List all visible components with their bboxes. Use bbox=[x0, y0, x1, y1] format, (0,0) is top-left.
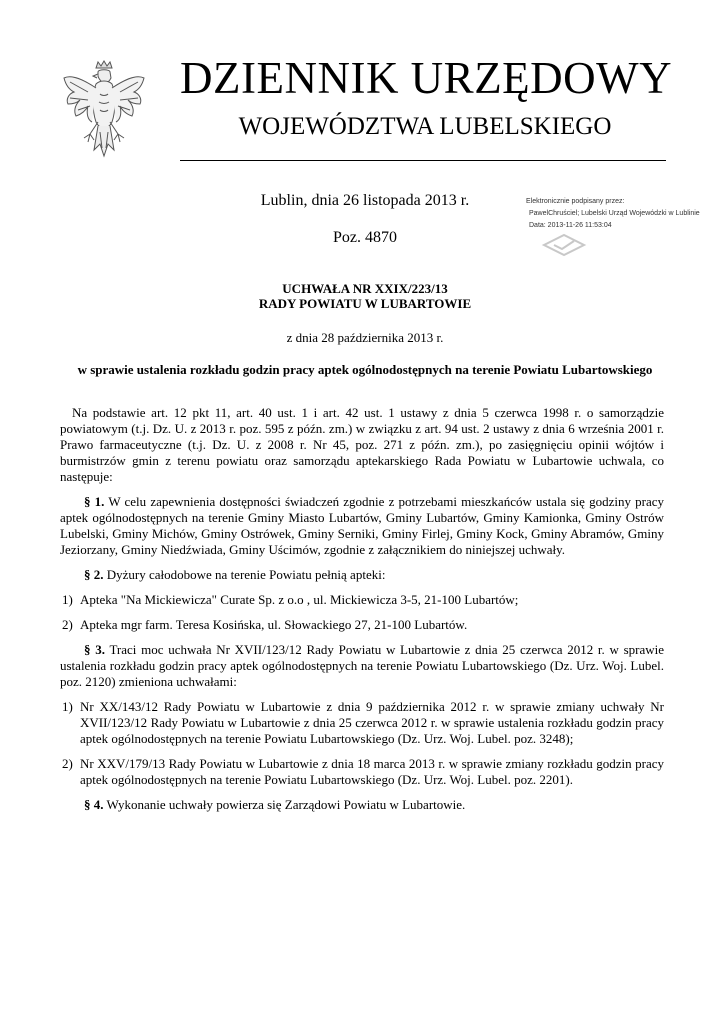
signature-signer: PawelChruściel; Lubelski Urząd Wojewódzki w Lublinie bbox=[529, 210, 700, 217]
signature-date: Data: 2013-11-26 11:53:04 bbox=[529, 222, 612, 229]
section-1-text: W celu zapewnienia dostępności świadczeń zgodnie z potrzebami mieszkańców ustala się godziny pracy aptek ogólnodostępnych na terenie Gminy Miasto Lubartów, Gminy Lubartów, Gminy Kamionka, Gminy Ostrów Lubelski, Gminy Michów, Gminy Ostrówek, Gminy Serniki, Gminy Firlej, Gminy Kock, Gminy Abramów, Gminy Jeziorzany, Gminy Niedźwiada, Gminy Uścimów, zgodnie z załącznikiem do niniejszej uchwały. bbox=[60, 494, 664, 557]
list-item-text: Nr XXV/179/13 Rady Powiatu w Lubartowie z dnia 18 marca 2013 r. w sprawie zmiany rozkładu godzin pracy aptek ogólnodostępnych na terenie Powiatu Lubartowskiego (Dz. Urz. Woj. Lubel. poz. 2201). bbox=[80, 756, 664, 787]
section-1-label: § 1. bbox=[84, 494, 105, 509]
header-divider bbox=[180, 160, 666, 161]
eagle-emblem-icon bbox=[62, 60, 146, 168]
journal-title: DZIENNIK URZĘDOWY bbox=[180, 53, 673, 103]
list-item-number: 2) bbox=[62, 617, 73, 632]
section-3 bbox=[60, 642, 664, 690]
resolution-subject: w sprawie ustalenia rozkładu godzin pracy aptek ogólnodostępnych na terenie Powiatu Lubartowskiego bbox=[77, 362, 653, 377]
section-3-text: Traci moc uchwała Nr XVII/123/12 Rady Powiatu w Lubartowie z dnia 25 czerwca 2012 r. w sprawie ustalenia rozkładu godzin pracy aptek ogólnodostępnych na terenie Powiatu Lubartowskiego (Dz. Urz. Woj. Lubel. poz. 2120) zmieniona uchwałami: bbox=[60, 642, 665, 689]
resolution-body bbox=[60, 405, 664, 822]
list-item bbox=[60, 699, 664, 747]
section-4 bbox=[60, 797, 664, 813]
list-item bbox=[60, 617, 664, 633]
section-1 bbox=[60, 494, 664, 558]
list-item-text: Apteka mgr farm. Teresa Kosińska, ul. Słowackiego 27, 21-100 Lubartów. bbox=[80, 617, 468, 632]
resolution-number: UCHWAŁA NR XXIX/223/13 bbox=[282, 281, 448, 296]
section-2-label: § 2. bbox=[84, 567, 104, 582]
position-number: Poz. 4870 bbox=[333, 229, 397, 246]
section-2 bbox=[60, 567, 664, 583]
electronic-signature bbox=[526, 196, 716, 232]
list-item-text: Nr XX/143/12 Rady Powiatu w Lubartowie z dnia 9 października 2012 r. w sprawie zmiany uchwały Nr XVII/123/12 Rady Powiatu w Lubartowie z dnia 25 czerwca 2012 r. w sprawie ustalenia rozkładu godzin pracy aptek ogólnodostępnych na terenie Powiatu Lubartowskiego (Dz. Urz. Woj. Lubel. poz. 3248); bbox=[80, 699, 664, 746]
preamble: Na podstawie art. 12 pkt 11, art. 40 ust. 1 i art. 42 ust. 1 ustawy z dnia 5 czerwca 1998 r. o samorządzie powiatowym (t.j. Dz. U. z 2013 r. poz. 595 z późn. zm.) w związku z art. 94 ust. 2 ustawy z dnia 6 września 2001 r. Prawo farmaceutyczne (t.j. Dz. U. z 2008 r. Nr 45, poz. 271 z późn. zm.), po zasięgnięciu opinii wójtów i burmistrzów gmin z terenu powiatu oraz samorządu aptekarskiego Rada Powiatu w Lubartowie uchwala, co następuje: bbox=[60, 405, 664, 484]
section-3-label: § 3. bbox=[84, 642, 105, 657]
section-4-label: § 4. bbox=[84, 797, 104, 812]
list-item-number: 2) bbox=[62, 756, 73, 771]
journal-subtitle: WOJEWÓDZTWA LUBELSKIEGO bbox=[238, 113, 612, 140]
list-item-text: Apteka "Na Mickiewicza" Curate Sp. z o.o , ul. Mickiewicza 3-5, 21-100 Lubartów; bbox=[80, 592, 519, 607]
list-item bbox=[60, 756, 664, 788]
signature-label: Elektronicznie podpisany przez: bbox=[526, 198, 625, 205]
section-2-text: Dyżury całodobowe na terenie Powiatu pełnią apteki: bbox=[103, 567, 386, 582]
resolution-council: RADY POWIATU W LUBARTOWIE bbox=[258, 296, 472, 311]
list-item-number: 1) bbox=[62, 699, 73, 714]
section-4-text: Wykonanie uchwały powierza się Zarządowi Powiatu w Lubartowie. bbox=[103, 797, 466, 812]
signature-check-icon bbox=[540, 232, 588, 258]
place-and-date: Lublin, dnia 26 listopada 2013 r. bbox=[260, 192, 470, 209]
list-item-number: 1) bbox=[62, 592, 73, 607]
resolution-date: z dnia 28 października 2013 r. bbox=[286, 330, 444, 345]
list-item bbox=[60, 592, 664, 608]
